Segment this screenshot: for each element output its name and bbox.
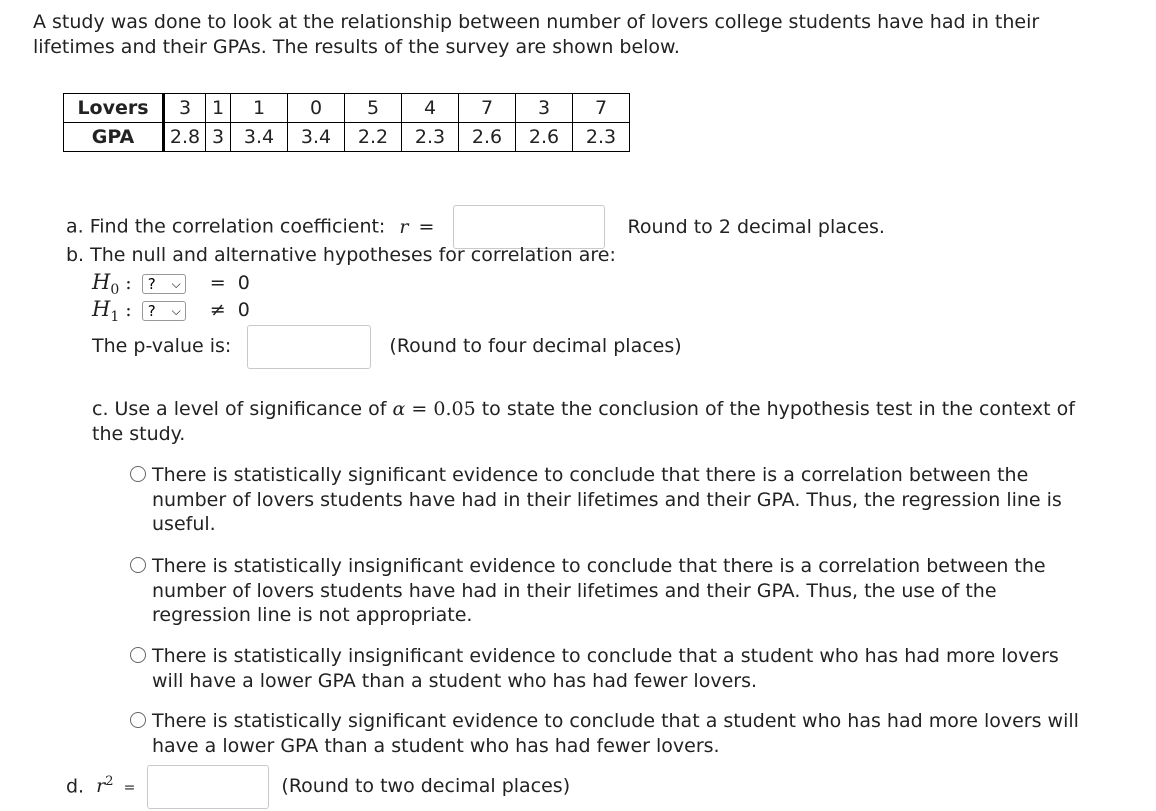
h0-colon: : bbox=[125, 272, 132, 294]
h0-row bbox=[92, 270, 250, 298]
part-a-note: Round to 2 decimal places. bbox=[627, 215, 885, 238]
radio-button[interactable] bbox=[130, 466, 146, 482]
chevron-down-icon: ⌵ bbox=[171, 303, 181, 318]
table-cell: 1 bbox=[206, 94, 231, 123]
radio-button[interactable] bbox=[130, 557, 146, 573]
h0-select-value: ? bbox=[147, 274, 156, 293]
h1-label: H bbox=[92, 297, 111, 321]
problem-intro: A study was done to look at the relationship between number of lovers college students have had in their lifetimes and their GPAs. The results of the survey are shown below. bbox=[33, 11, 1040, 58]
h0-subscript: 0 bbox=[110, 281, 120, 298]
table-cell: 3.4 bbox=[288, 123, 345, 152]
part-c-prompt-end: to state the conclusion of the hypothesis test in the context of the study. bbox=[92, 398, 1075, 445]
part-a bbox=[66, 205, 885, 238]
table-cell: 2.8 bbox=[164, 123, 206, 152]
h1-value: 0 bbox=[237, 299, 250, 321]
part-d-note: (Round to two decimal places) bbox=[281, 775, 571, 798]
table-cell: 2.2 bbox=[345, 123, 402, 152]
chevron-down-icon: ⌵ bbox=[171, 276, 181, 291]
table-row-lovers bbox=[64, 94, 630, 123]
table-row-gpa bbox=[64, 123, 630, 152]
table-cell: 2.6 bbox=[516, 123, 573, 152]
r-squared-symbol: r bbox=[96, 775, 106, 798]
part-d bbox=[66, 762, 570, 807]
table-cell: 4 bbox=[402, 94, 459, 123]
table-cell: 2.3 bbox=[573, 123, 630, 152]
h0-parameter-select[interactable] bbox=[142, 274, 186, 294]
row-label-lovers: Lovers bbox=[64, 94, 164, 123]
h0-value: 0 bbox=[237, 272, 250, 294]
table-cell: 7 bbox=[573, 94, 630, 123]
option-text: There is statistically significant evidence to conclude that a student who has had more lovers will have a lower GPA than a student who has had fewer lovers. bbox=[152, 710, 1079, 757]
conclusion-option-4[interactable] bbox=[130, 709, 1090, 758]
table-cell: 3 bbox=[206, 123, 231, 152]
h1-select-value: ? bbox=[147, 301, 156, 320]
part-a-prompt: a. Find the correlation coefficient: bbox=[66, 215, 386, 238]
r-symbol: r bbox=[399, 215, 409, 238]
table-cell: 2.3 bbox=[402, 123, 459, 152]
r-squared-exponent: 2 bbox=[105, 774, 114, 789]
h1-subscript: 1 bbox=[110, 308, 120, 325]
table-cell: 5 bbox=[345, 94, 402, 123]
pvalue-row bbox=[92, 324, 682, 369]
table-cell: 2.6 bbox=[459, 123, 516, 152]
h1-colon: : bbox=[125, 299, 132, 321]
table-cell: 7 bbox=[459, 94, 516, 123]
alpha-symbol: α bbox=[392, 398, 406, 420]
conclusion-option-3[interactable] bbox=[130, 644, 1090, 693]
equals-sign: = bbox=[123, 780, 136, 797]
alpha-equals: = bbox=[411, 398, 428, 420]
h1-parameter-select[interactable] bbox=[142, 301, 186, 321]
row-label-gpa: GPA bbox=[64, 123, 164, 152]
pvalue-note: (Round to four decimal places) bbox=[389, 335, 682, 357]
option-text: There is statistically insignificant evidence to conclude that a student who has had more lovers will have a lower GPA than a student who has had fewer lovers. bbox=[152, 645, 1059, 692]
option-text: There is statistically significant evidence to conclude that there is a correlation between the number of lovers students have had in their lifetimes and their GPA. Thus, the regression line is useful. bbox=[152, 464, 1062, 535]
conclusion-option-2[interactable] bbox=[130, 554, 1090, 628]
pvalue-label: The p-value is: bbox=[92, 335, 232, 357]
radio-button[interactable] bbox=[130, 647, 146, 663]
table-cell: 3 bbox=[516, 94, 573, 123]
r-squared-input[interactable] bbox=[147, 765, 269, 809]
h1-relation: ≠ bbox=[209, 299, 226, 321]
pvalue-input[interactable] bbox=[247, 325, 371, 369]
part-c-prompt-start: c. Use a level of significance of bbox=[92, 398, 387, 420]
part-d-prompt: d. bbox=[66, 775, 85, 798]
option-text: There is statistically insignificant evidence to conclude that there is a correlation between the number of lovers students have had in their lifetimes and their GPA. Thus, the use of the regression line is not appropriate. bbox=[152, 555, 1046, 626]
part-c-prompt bbox=[92, 397, 1102, 447]
table-cell: 1 bbox=[231, 94, 288, 123]
alpha-value: 0.05 bbox=[433, 398, 476, 420]
table-cell: 3.4 bbox=[231, 123, 288, 152]
radio-button[interactable] bbox=[130, 712, 146, 728]
table-cell: 3 bbox=[164, 94, 206, 123]
h0-relation: = bbox=[209, 272, 226, 294]
h0-label: H bbox=[92, 270, 111, 294]
table-cell: 0 bbox=[288, 94, 345, 123]
equals-sign: = bbox=[418, 215, 435, 238]
h1-row bbox=[92, 297, 250, 325]
part-b-prompt: b. The null and alternative hypotheses for correlation are: bbox=[66, 244, 616, 266]
data-table bbox=[63, 93, 630, 152]
conclusion-option-1[interactable] bbox=[130, 463, 1090, 537]
